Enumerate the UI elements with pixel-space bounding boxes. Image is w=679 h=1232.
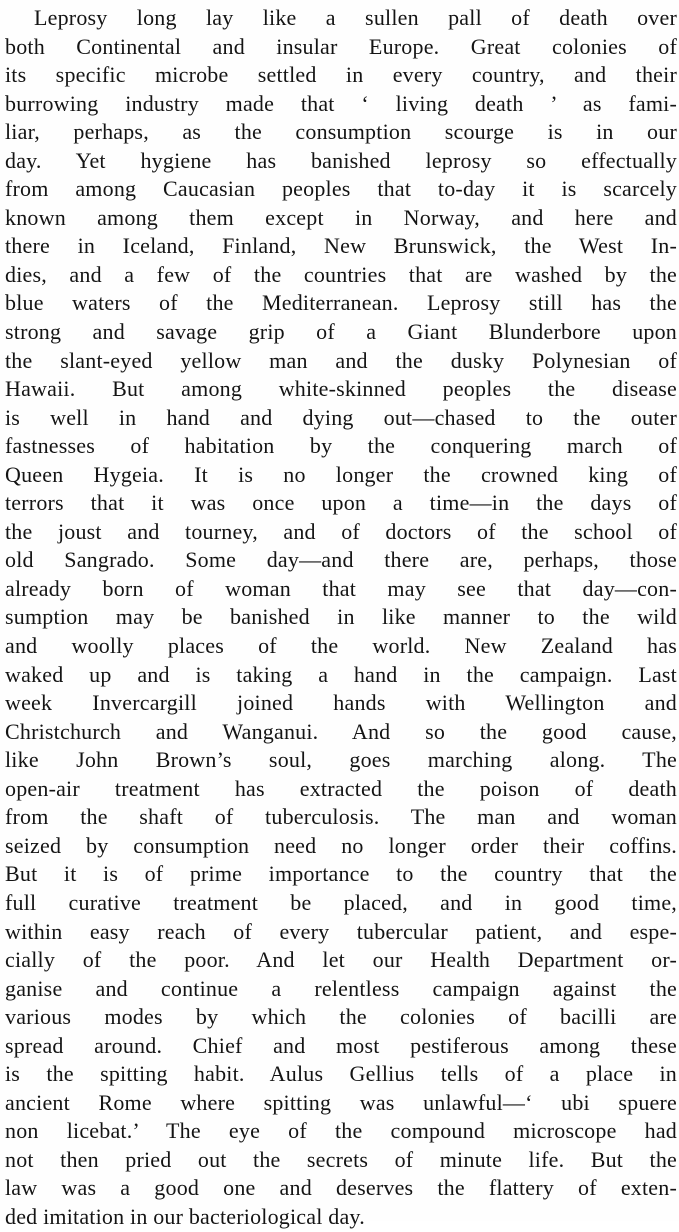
text-line: ancient Rome where spitting was unlawful—‘ ubi spuere	[5, 1089, 677, 1115]
text-line: waked up and is taking a hand in the campaign. Last	[5, 661, 677, 687]
text-line: the slant-eyed yellow man and the dusky Polynesian of	[5, 347, 677, 373]
text-line: from the shaft of tuberculosis. The man and woman	[5, 804, 677, 830]
text-line: already born of woman that may see that day—con-	[5, 575, 677, 601]
text-line: and woolly places of the world. New Zealand has	[5, 633, 677, 659]
text-line: like John Brown’s soul, goes marching along. The	[5, 747, 677, 773]
text-line: known among them except in Norway, and here and	[5, 204, 677, 230]
text-line: full curative treatment be placed, and in good time,	[5, 889, 677, 915]
text-line: Leprosy long lay like a sullen pall of death over	[34, 5, 677, 30]
text-line: various modes by which the colonies of bacilli are	[5, 1004, 677, 1030]
text-line: both Continental and insular Europe. Great colonies of	[5, 33, 677, 59]
text-line: But it is of prime importance to the country that the	[5, 861, 677, 887]
text-line: ded imitation in our bacteriological day.	[5, 1203, 365, 1229]
text-line: blue waters of the Mediterranean. Leprosy still has the	[5, 290, 677, 316]
text-line: within easy reach of every tubercular patient, and espe-	[5, 918, 677, 944]
text-line: sumption may be banished in like manner to the wild	[5, 604, 677, 630]
text-line: liar, perhaps, as the consumption scourge is in our	[5, 119, 677, 145]
text-line: cially of the poor. And let our Health Department or-	[5, 947, 677, 973]
text-line: from among Caucasian peoples that to-day it is scarcely	[5, 176, 677, 202]
text-line: there in Iceland, Finland, New Brunswick, the West In-	[5, 233, 677, 259]
text-line: its specific microbe settled in every country, and their	[5, 62, 677, 88]
article-body	[5, 4, 677, 1232]
text-line: Christchurch and Wanganui. And so the good cause,	[5, 718, 677, 744]
text-line: Hawaii. But among white-skinned peoples the disease	[5, 376, 677, 402]
text-line: seized by consumption need no longer order their coffins.	[5, 832, 677, 858]
text-line: old Sangrado. Some day—and there are, perhaps, those	[5, 547, 677, 573]
text-line: dies, and a few of the countries that are washed by the	[5, 261, 677, 287]
text-line: week Invercargill joined hands with Wellington and	[5, 690, 677, 716]
text-line: fastnesses of habitation by the conquering march of	[5, 433, 677, 459]
text-line: is well in hand and dying out—chased to the outer	[5, 404, 677, 430]
text-line: Queen Hygeia. It is no longer the crowned king of	[5, 461, 677, 487]
text-line: ganise and continue a relentless campaign against the	[5, 975, 677, 1001]
text-line: day. Yet hygiene has banished leprosy so effectually	[5, 147, 677, 173]
text-line: terrors that it was once upon a time—in the days of	[5, 490, 677, 516]
text-line: is the spitting habit. Aulus Gellius tells of a place in	[5, 1061, 677, 1087]
text-line: spread around. Chief and most pestiferous among these	[5, 1032, 677, 1058]
text-line: the joust and tourney, and of doctors of the school of	[5, 518, 677, 544]
text-line: not then pried out the secrets of minute life. But the	[5, 1146, 677, 1172]
text-line: non licebat.’ The eye of the compound microscope had	[5, 1118, 677, 1144]
text-line: open-air treatment has extracted the poison of death	[5, 775, 677, 801]
text-line: law was a good one and deserves the flattery of exten-	[5, 1175, 677, 1201]
text-line: burrowing industry made that ‘ living death ’ as fami-	[5, 90, 677, 116]
text-line: strong and savage grip of a Giant Blunderbore upon	[5, 319, 677, 345]
